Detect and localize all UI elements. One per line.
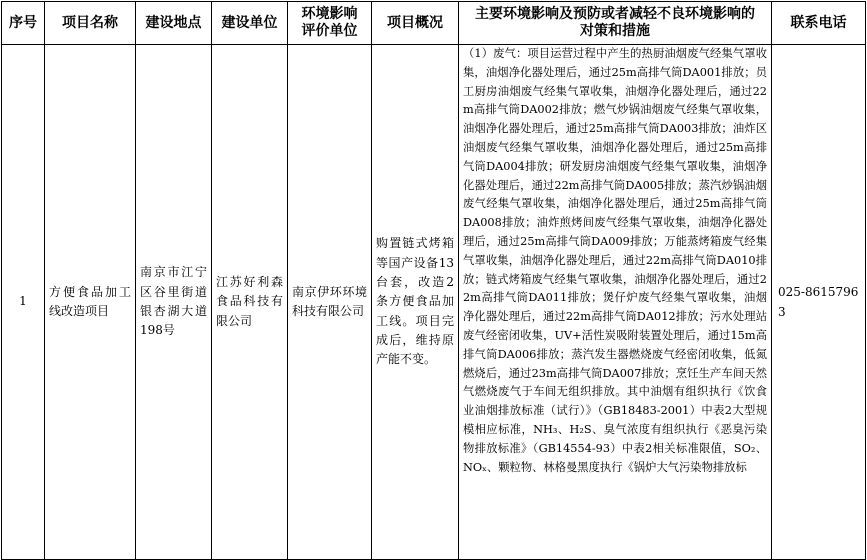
eia-project-table [1, 1, 866, 560]
measures-text: （1）废气：项目运营过程中产生的热厨油烟废气经集气罩收集，油烟净化器处理后，通过25m高排气筒DA001排放；员工厨房油烟废气经集气罩收集，油烟净化器处理后，通过22m高排气筒DA002排放；燃气炒锅油烟废气经集气罩收集，油烟净化器处理后，通过25m高排气筒DA003排放；油炸区油烟废气经集气罩收集，油烟净化器处理后，通过25m高排气筒DA004排放；研发厨房油烟废气经集气罩收集，油烟净化器处理后，通过22m高排气筒DA005排放；蒸汽炒锅油烟废气经集气罩收集，油烟净化器处理后，通过25m高排气筒DA008排放；油炸煎烤间废气经集气罩收集，油烟净化器处理后，通过25m高排气筒DA009排放；万能蒸烤箱废气经集气罩收集，油烟净化器处理后，通过22m高排气筒DA010排放；链式烤箱废气经集气罩收集，油烟净化器处理后，通过22m高排气筒DA011排放；煲仔炉废气经集气罩收集，油烟净化器处理后，通过22m高排气筒DA012排放；污水处理站废气经密闭收集，UV+活性炭吸附装置处理后，通过15m高排气筒DA006排放；蒸汽发生器燃烧废气经密闭收集，低氮燃烧后，通过23m高排气筒DA007排放；烹饪生产车间天然气燃烧废气于车间无组织排放。其中油烟有组织执行《饮食业油烟排放标准（试行）》（GB18483-2001）中表2大型规模相应标准，NH₃、H₂S、臭气浓度有组织执行《恶臭污染物排放标准》（GB14554-93）中表2相关标准限值，SO₂、NOₓ、颗粒物、林格曼黑度执行《锅炉大气污染物排放标 [463, 47, 767, 474]
header-phone: 联系电话 [772, 2, 866, 45]
cell-overview: 购置链式烤箱等国产设备13台套，改造2条方便食品加工线。项目完成后，维持原产能不变。 [372, 45, 459, 560]
cell-location: 南京市江宁区谷里街道银杏湖大道198号 [136, 45, 212, 560]
cell-phone: 025-86157963 [772, 45, 866, 560]
header-measures [459, 2, 772, 45]
header-project-name: 项目名称 [45, 2, 136, 45]
header-eia-unit [288, 2, 372, 45]
table-header-row [2, 2, 866, 45]
header-measures-line1: 主要环境影响及预防或者减轻不良环境影响的 [475, 6, 755, 22]
header-eia-unit-line2: 评价单位 [301, 23, 358, 39]
cell-seq: 1 [2, 45, 45, 560]
eia-table-container [1, 1, 866, 560]
header-construction-unit: 建设单位 [212, 2, 288, 45]
cell-construction-unit: 江苏好利森食品科技有限公司 [212, 45, 288, 560]
cell-project-name: 方便食品加工线改造项目 [45, 45, 136, 560]
header-eia-unit-line1: 环境影响 [301, 6, 358, 22]
header-seq: 序号 [2, 2, 45, 45]
header-overview: 项目概况 [372, 2, 459, 45]
cell-eia-unit: 南京伊环环境科技有限公司 [288, 45, 372, 560]
header-location: 建设地点 [136, 2, 212, 45]
table-row [2, 45, 866, 560]
cell-measures [459, 45, 772, 560]
header-measures-line2: 对策和措施 [580, 23, 650, 39]
